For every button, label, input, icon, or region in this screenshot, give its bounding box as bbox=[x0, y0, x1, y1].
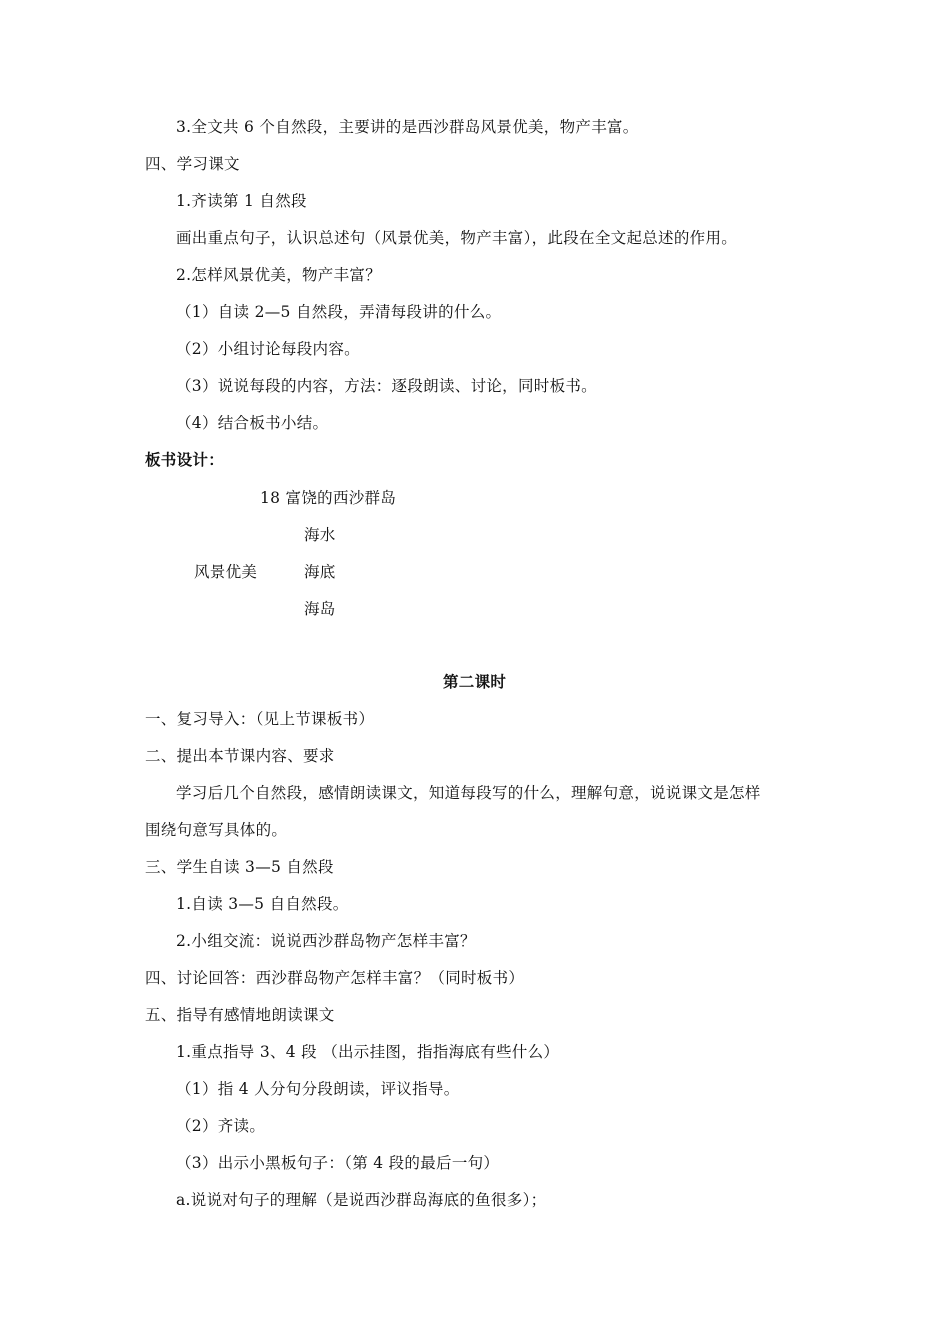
step-4-item-2: 2.怎样风景优美，物产丰富？ bbox=[176, 266, 381, 284]
lesson-2-title: 第二课时 bbox=[443, 673, 507, 691]
board-design-heading: 板书设计： bbox=[145, 451, 225, 469]
lesson-2-step-5-sub-1: （1）指 4 人分句分段朗读，评议指导。 bbox=[176, 1080, 460, 1098]
step-4-item-2-sub-2: （2）小组讨论每段内容。 bbox=[176, 340, 360, 358]
summary-point-3: 3.全文共 6 个自然段，主要讲的是西沙群岛风景优美，物产丰富。 bbox=[176, 118, 639, 136]
lesson-2-step-5: 五、指导有感情地朗读课文 bbox=[145, 1006, 335, 1024]
lesson-2-step-3-item-2: 2.小组交流：说说西沙群岛物产怎样丰富？ bbox=[176, 932, 476, 950]
step-4-item-2-sub-3: （3）说说每段的内容，方法：逐段朗读、讨论，同时板书。 bbox=[176, 377, 597, 395]
step-4-item-1: 1.齐读第 1 自然段 bbox=[176, 192, 307, 210]
board-title: 18 富饶的西沙群岛 bbox=[260, 489, 397, 507]
step-4-heading: 四、学习课文 bbox=[145, 155, 240, 173]
board-category: 风景优美 bbox=[194, 563, 258, 581]
step-4-item-2-sub-1: （1）自读 2—5 自然段，弄清每段讲的什么。 bbox=[176, 303, 502, 321]
lesson-2-step-2: 二、提出本节课内容、要求 bbox=[145, 747, 335, 765]
lesson-2-step-5-sub-2: （2）齐读。 bbox=[176, 1117, 266, 1135]
lesson-2-step-3-item-1: 1.自读 3—5 自自然段。 bbox=[176, 895, 349, 913]
lesson-2-step-2-detail: 学习后几个自然段，感情朗读课文，知道每段写的什么，理解句意，说说课文是怎样 bbox=[176, 784, 761, 802]
lesson-2-step-2-detail-cont: 围绕句意写具体的。 bbox=[145, 821, 288, 839]
board-item-island: 海岛 bbox=[304, 600, 336, 618]
lesson-2-step-4: 四、讨论回答：西沙群岛物产怎样丰富？（同时板书） bbox=[145, 969, 525, 987]
board-item-seawater: 海水 bbox=[304, 526, 336, 544]
lesson-2-step-5-item-1: 1.重点指导 3、4 段 （出示挂图，指指海底有些什么） bbox=[176, 1043, 560, 1061]
step-4-item-1-detail: 画出重点句子，认识总述句（风景优美，物产丰富），此段在全文起总述的作用。 bbox=[176, 229, 738, 247]
lesson-2-step-3: 三、学生自读 3—5 自然段 bbox=[145, 858, 334, 876]
step-4-item-2-sub-4: （4）结合板书小结。 bbox=[176, 414, 329, 432]
lesson-2-step-5-sub-3: （3）出示小黑板句子：（第 4 段的最后一句） bbox=[176, 1154, 500, 1172]
board-item-seabed: 海底 bbox=[304, 563, 336, 581]
lesson-2-step-1: 一、复习导入：（见上节课板书） bbox=[145, 710, 375, 728]
lesson-2-step-5-sub-3a: a.说说对句子的理解（是说西沙群岛海底的鱼很多）； bbox=[176, 1191, 547, 1209]
